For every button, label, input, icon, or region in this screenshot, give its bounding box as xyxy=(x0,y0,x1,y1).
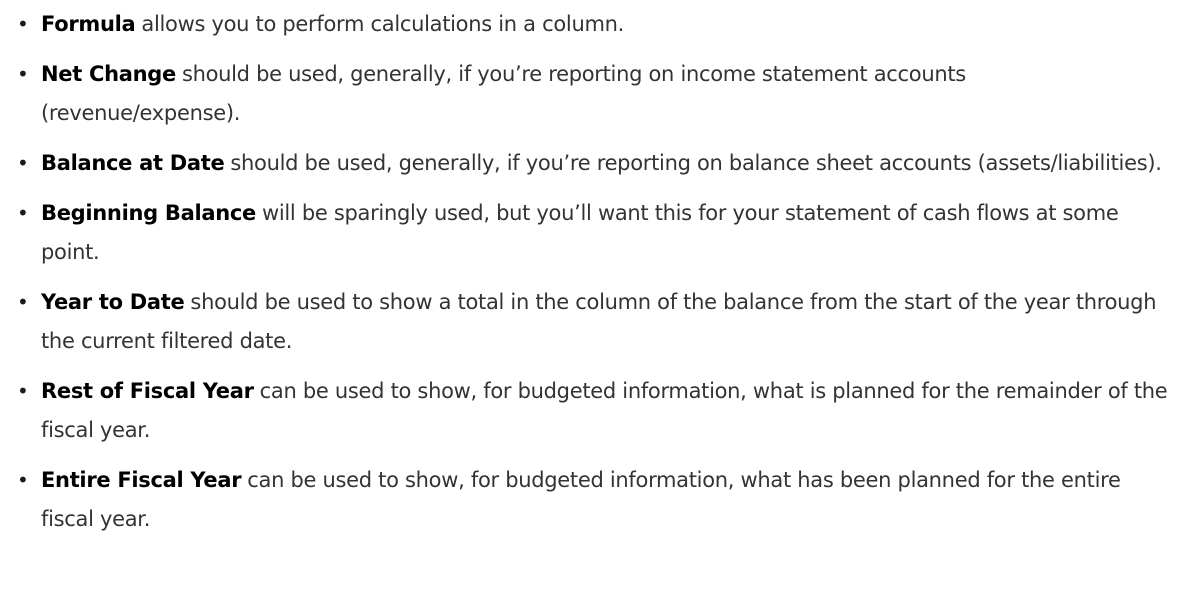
bullet-icon: • xyxy=(17,468,29,492)
term-label: Year to Date xyxy=(41,290,185,314)
list-item-beginning-balance xyxy=(0,194,1190,272)
term-label: Entire Fiscal Year xyxy=(41,468,242,492)
list-item-rest-of-fiscal-year xyxy=(0,372,1190,450)
term-description: can be used to show, for budgeted information, what is planned for the remainder of the fiscal year. xyxy=(41,379,1168,442)
list-item-year-to-date xyxy=(0,283,1190,361)
term-label: Rest of Fiscal Year xyxy=(41,379,254,403)
list-item-balance-at-date xyxy=(0,144,1190,183)
bullet-icon: • xyxy=(17,151,29,175)
list-item-formula xyxy=(0,5,1190,44)
term-label: Net Change xyxy=(41,62,176,86)
term-label: Formula xyxy=(41,12,136,36)
term-description: should be used, generally, if you’re reporting on balance sheet accounts (assets/liabilities). xyxy=(230,151,1162,175)
bullet-icon: • xyxy=(17,201,29,225)
bullet-icon: • xyxy=(17,379,29,403)
term-description: will be sparingly used, but you’ll want this for your statement of cash flows at some point. xyxy=(41,201,1119,264)
term-description: should be used, generally, if you’re reporting on income statement accounts (revenue/expense). xyxy=(41,62,966,125)
list-item-net-change xyxy=(0,55,1190,133)
bullet-icon: • xyxy=(17,62,29,86)
term-label: Balance at Date xyxy=(41,151,225,175)
bullet-icon: • xyxy=(17,12,29,36)
term-description: allows you to perform calculations in a column. xyxy=(141,12,625,36)
bullet-icon: • xyxy=(17,290,29,314)
term-description: should be used to show a total in the column of the balance from the start of the year through the current filtered date. xyxy=(41,290,1157,353)
list-item-entire-fiscal-year xyxy=(0,461,1190,539)
term-description: can be used to show, for budgeted information, what has been planned for the entire fiscal year. xyxy=(41,468,1121,531)
term-label: Beginning Balance xyxy=(41,201,256,225)
